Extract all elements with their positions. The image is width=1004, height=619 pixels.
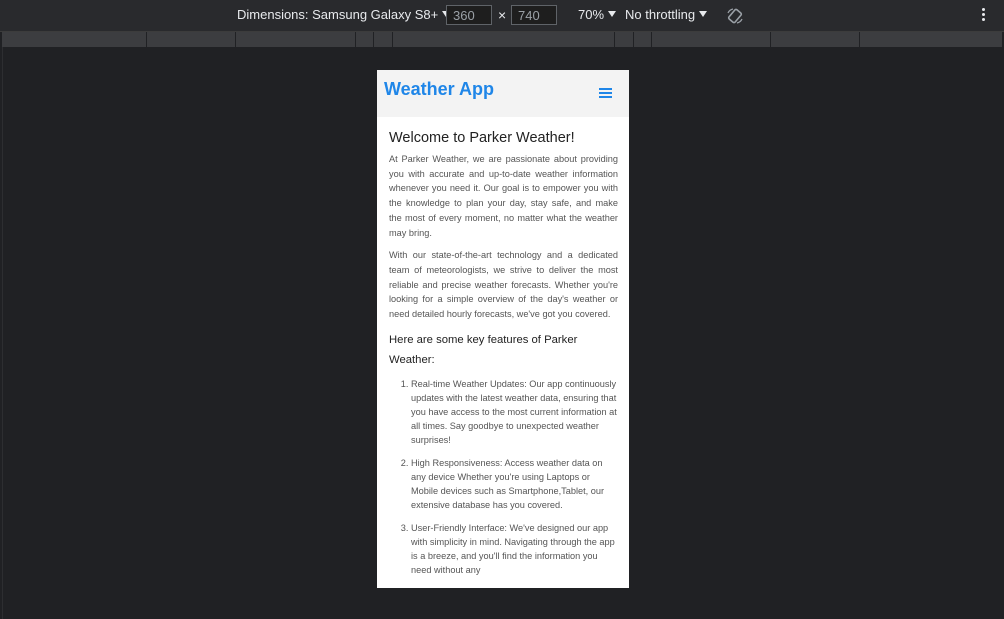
list-item: 2. High Responsiveness: Access weather data on any device Whether you're using Laptops or Mobile devices such as Smartphone,Tablet, our extensive database has you covered.	[411, 456, 618, 512]
welcome-heading: Welcome to Parker Weather!	[389, 130, 575, 146]
ruler-line	[2, 47, 3, 619]
mq-divider	[373, 32, 374, 47]
technology-paragraph: With our state-of-the-art technology and a dedicated team of meteorologists, we strive to deliver the most reliable and precise weather forecasts. Whether you're looking for a simple overview of the day's weather or need detailed hourly forecasts, we've got you covered.	[389, 250, 618, 320]
height-input[interactable]: 740	[511, 5, 557, 25]
mq-divider	[146, 32, 147, 47]
dimensions-dropdown[interactable]	[237, 7, 450, 22]
intro-paragraph: At Parker Weather, we are passionate about providing you with accurate and up-to-date weather information whenever you need it. Our goal is to empower you with the knowledge to plan your day, stay safe, and make the most of every moment, no matter what the weather may bring.	[389, 154, 618, 238]
features-list	[389, 377, 618, 577]
mq-divider	[614, 32, 615, 47]
features-heading: Here are some key features of Parker Weather:	[389, 333, 578, 366]
throttling-dropdown[interactable]	[625, 7, 707, 22]
mq-divider	[651, 32, 652, 47]
rotate-icon[interactable]	[726, 7, 744, 25]
mq-divider	[859, 32, 860, 47]
dimensions-label: Dimensions: Samsung Galaxy S8+	[237, 7, 439, 22]
app-header	[377, 70, 629, 117]
app-title[interactable]: Weather App	[384, 79, 495, 99]
list-item: 1. Real-time Weather Updates: Our app continuously updates with the latest weather data, ensuring that you have access to the most current information at all times. Say goodbye to unexpected weather surprises!	[411, 377, 618, 447]
hamburger-icon[interactable]	[599, 88, 612, 98]
width-input[interactable]: 360	[446, 5, 492, 25]
mq-divider	[235, 32, 236, 47]
caret-down-icon	[699, 11, 707, 17]
main-content	[377, 117, 629, 577]
more-vert-icon[interactable]	[982, 8, 986, 22]
device-toolbar	[0, 0, 1004, 32]
mq-divider	[392, 32, 393, 47]
device-viewport	[377, 70, 629, 588]
caret-down-icon	[608, 11, 616, 17]
times-symbol: ×	[498, 7, 507, 23]
mq-divider	[355, 32, 356, 47]
list-item: 3. User-Friendly Interface: We've designed our app with simplicity in mind. Navigating through the app is a breeze, and you'll find the information you need without any	[411, 521, 618, 577]
mq-divider	[770, 32, 771, 47]
mq-divider	[633, 32, 634, 47]
zoom-label: 70%	[578, 7, 605, 22]
media-query-bar[interactable]	[2, 32, 1002, 47]
zoom-dropdown[interactable]	[578, 7, 616, 22]
throttling-label: No throttling	[625, 7, 696, 22]
